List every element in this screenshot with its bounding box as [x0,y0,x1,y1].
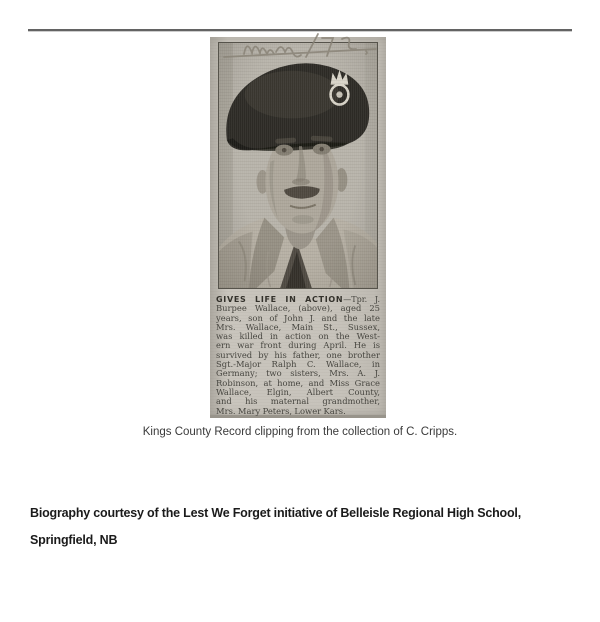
biography-credit-line2: Springfield, NB [30,533,118,547]
clipping-body-line: Mrs. Mary Peters, Lower Kars. [216,406,346,416]
clipping-body-line: and his maternal grandmother, [216,397,380,407]
clipping-headline-title: GIVES LIFE IN ACTION [216,295,344,304]
clipping-body-lines [216,304,380,416]
clipping-headline [216,295,380,304]
biography-credit [30,500,570,554]
clipping-body-line: Robinson, at home, and Miss Grace [216,378,380,388]
newspaper-clipping [210,37,386,418]
clipping-body-line: was killed in action on the West- [216,332,380,342]
clipping-body-line: survived by his father, one brother [216,350,380,360]
horizontal-divider [28,29,572,32]
clipping-article-text [216,295,380,416]
clipping-body-line: Burpee Wallace, (above), aged 25 [216,304,380,314]
clipping-body-line: years, son of John J. and the late [216,313,380,323]
clipping-caption: Kings County Record clipping from the collection of C. Cripps. [142,426,458,438]
clipping-body-line: ern war front during April. He is [216,341,380,351]
clipping-body-line: Sgt.-Major Ralph C. Wallace, in [216,360,380,370]
soldier-portrait-photo [218,42,378,289]
clipping-body-line: Mrs. Wallace, Main St., Sussex, [216,322,380,332]
soldier-portrait-illustration [219,43,377,288]
clipping-headline-suffix: —Tpr. J. [343,295,380,304]
biography-credit-line1: Biography courtesy of the Lest We Forget initiative of Belleisle Regional High School, [30,506,521,520]
clipping-body-line: Germany; two sisters, Mrs. A. J. [216,369,380,379]
clipping-body-line: Wallace, Elgin, Albert County, [216,387,380,397]
